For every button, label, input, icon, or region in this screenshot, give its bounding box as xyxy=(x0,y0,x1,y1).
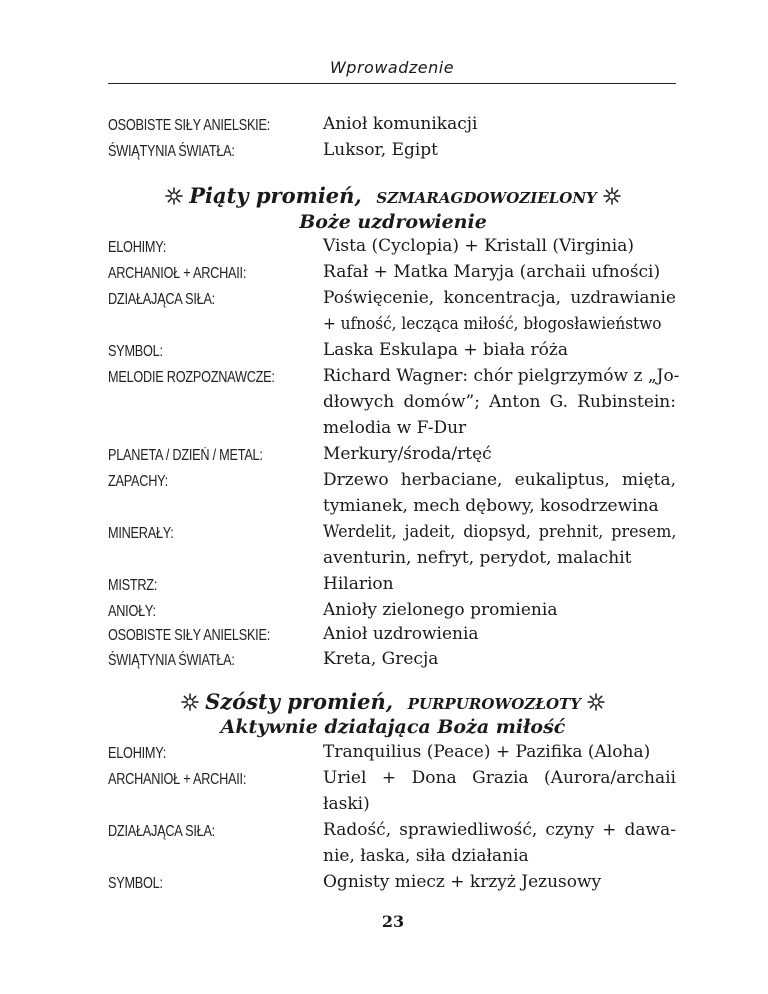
section-title-main: Piąty promień, xyxy=(189,183,362,208)
section-title-color: SZMARAGDOWOZIELONY xyxy=(376,189,597,207)
field-label: SYMBOL: xyxy=(108,343,163,360)
field-value: Anioły zielonego promienia xyxy=(323,600,558,620)
field-value: melodia w F-Dur xyxy=(323,418,467,438)
field-value: Uriel + Dona Grazia (Aurora/archaii xyxy=(323,768,676,788)
info-row xyxy=(108,288,678,314)
field-value: Vista (Cyclopia) + Kristall (Virginia) xyxy=(323,236,634,256)
header-rule xyxy=(108,83,676,84)
info-row xyxy=(108,600,678,626)
info-row xyxy=(108,470,678,496)
field-value: Merkury/środa/rtęć xyxy=(323,444,492,464)
field-label: MELODIE ROZPOZNAWCZE: xyxy=(108,369,275,386)
field-label: ARCHANIOŁ + ARCHAII: xyxy=(108,265,247,282)
section-subtitle: Aktywnie działająca Boża miłość xyxy=(220,716,566,738)
sun-ornament-icon xyxy=(165,187,183,205)
running-header: Wprowadzenie xyxy=(329,58,455,77)
field-value: Kreta, Grecja xyxy=(323,649,439,669)
field-label: ZAPACHY: xyxy=(108,473,168,490)
info-row xyxy=(108,522,678,548)
field-value: Radość, sprawiedliwość, czyny + dawa- xyxy=(323,820,676,840)
info-row xyxy=(108,444,678,470)
info-row xyxy=(108,366,678,392)
info-row xyxy=(108,236,678,262)
field-value: Anioł uzdrowienia xyxy=(323,624,479,644)
field-label: DZIAŁAJĄCA SIŁA: xyxy=(108,823,215,840)
info-row xyxy=(108,742,678,768)
sun-ornament-icon xyxy=(587,693,605,711)
section-title-main: Szósty promień, xyxy=(205,689,394,714)
field-label: MINERAŁY: xyxy=(108,525,174,542)
info-row-continuation xyxy=(108,392,678,418)
field-value: łaski) xyxy=(323,794,370,814)
field-label: ŚWIĄTYNIA ŚWIATŁA: xyxy=(108,143,235,160)
info-row xyxy=(108,872,678,898)
field-value: Anioł komunikacji xyxy=(323,114,478,134)
field-value: Laska Eskulapa + biała róża xyxy=(323,340,568,360)
field-label: OSOBISTE SIŁY ANIELSKIE: xyxy=(108,627,271,644)
field-label: ANIOŁY: xyxy=(108,603,156,620)
info-row-continuation xyxy=(108,496,678,522)
field-label: OSOBISTE SIŁY ANIELSKIE: xyxy=(108,117,271,134)
field-value: Ognisty miecz + krzyż Jezusowy xyxy=(323,872,602,892)
field-value: Drzewo herbaciane, eukaliptus, mięta, xyxy=(323,470,676,490)
sun-ornament-icon xyxy=(181,693,199,711)
field-label: ARCHANIOŁ + ARCHAII: xyxy=(108,771,247,788)
field-label: ELOHIMY: xyxy=(108,239,167,256)
section-title-fifth-ray xyxy=(108,183,678,208)
info-row xyxy=(108,114,678,140)
info-row-continuation xyxy=(108,418,678,444)
info-row xyxy=(108,820,678,846)
field-value: Tranquilius (Peace) + Pazifika (Aloha) xyxy=(323,742,651,762)
field-value: Rafał + Matka Maryja (archaii ufności) xyxy=(323,262,661,282)
section-subtitle: Boże uzdrowienie xyxy=(299,211,487,233)
field-value: Luksor, Egipt xyxy=(323,140,439,160)
info-row-continuation xyxy=(108,794,678,820)
field-label: MISTRZ: xyxy=(108,577,158,594)
field-label: SYMBOL: xyxy=(108,875,163,892)
info-row xyxy=(108,649,678,675)
field-label: PLANETA / DZIEŃ / METAL: xyxy=(108,447,263,464)
page-number: 23 xyxy=(381,912,405,931)
field-value: Werdelit, jadeit, diopsyd, prehnit, presem, xyxy=(323,522,677,542)
field-value: dłowych domów”; Anton G. Rubinstein: xyxy=(323,392,676,412)
info-row-continuation xyxy=(108,548,678,574)
info-row xyxy=(108,624,678,650)
field-value: nie, łaska, siła działania xyxy=(323,846,529,866)
field-label: ELOHIMY: xyxy=(108,745,167,762)
info-row xyxy=(108,140,678,166)
field-value: Hilarion xyxy=(323,574,394,594)
field-value: + ufność, lecząca miłość, błogosławieństwo xyxy=(323,314,662,334)
info-row xyxy=(108,262,678,288)
sun-ornament-icon xyxy=(603,187,621,205)
info-row xyxy=(108,340,678,366)
field-value: aventurin, nefryt, perydot, malachit xyxy=(323,548,632,568)
info-row-continuation xyxy=(108,314,678,340)
info-row xyxy=(108,768,678,794)
info-row-continuation xyxy=(108,846,678,872)
field-label: DZIAŁAJĄCA SIŁA: xyxy=(108,291,215,308)
field-value: Poświęcenie, koncentracja, uzdrawianie xyxy=(323,288,676,308)
field-label: ŚWIĄTYNIA ŚWIATŁA: xyxy=(108,652,235,669)
section-title-color: PURPUROWOZŁOTY xyxy=(407,695,581,713)
info-row xyxy=(108,574,678,600)
field-value: tymianek, mech dębowy, kosodrzewina xyxy=(323,496,659,516)
field-value: Richard Wagner: chór pielgrzymów z „Jo- xyxy=(323,366,680,386)
section-title-sixth-ray xyxy=(108,689,678,714)
